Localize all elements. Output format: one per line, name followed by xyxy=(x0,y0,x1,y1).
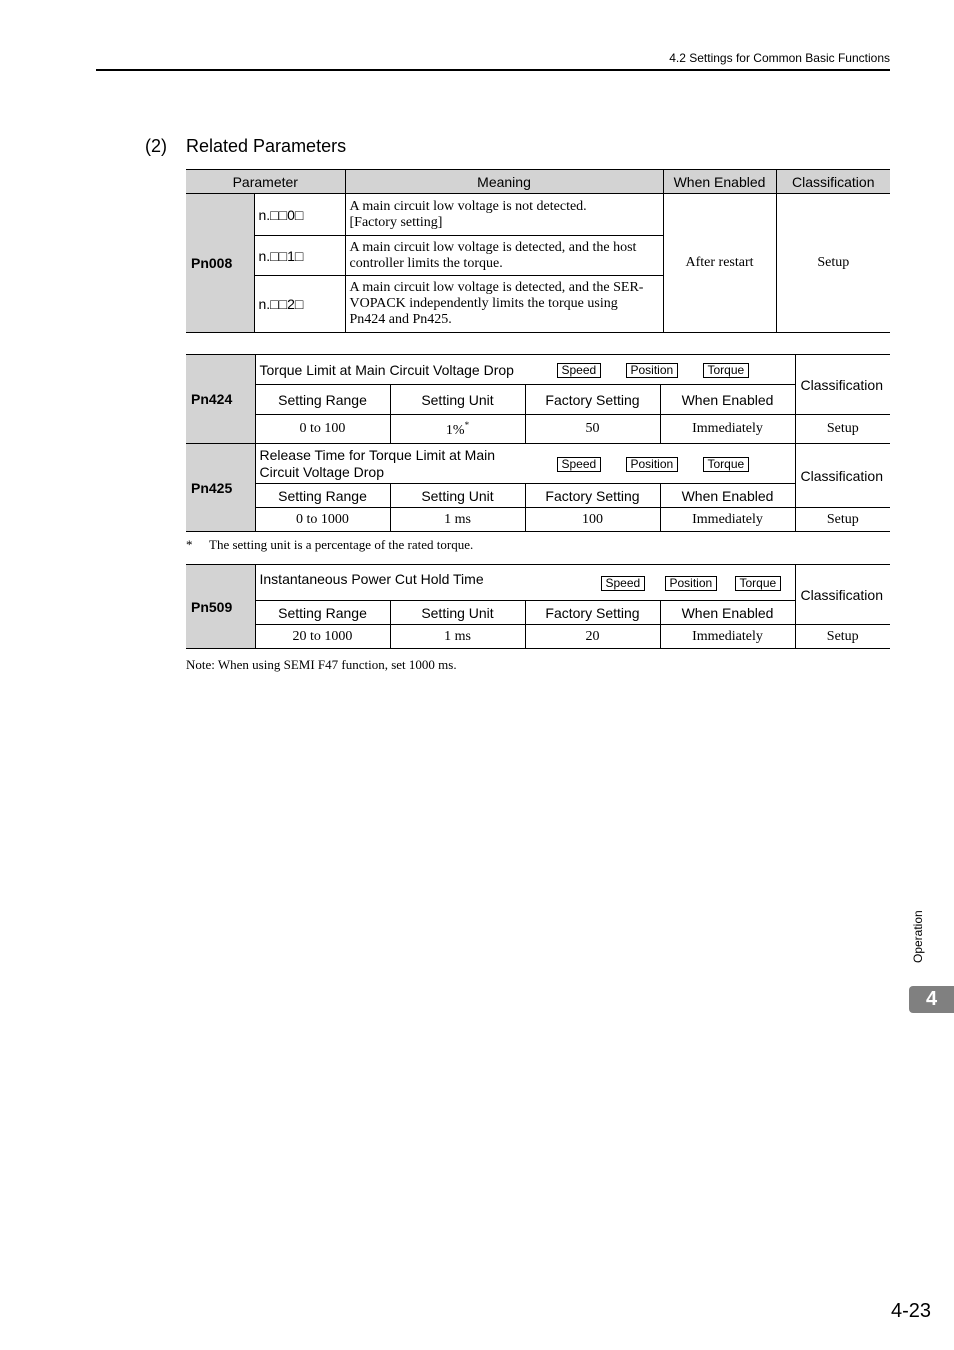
factory-setting-value: 100 xyxy=(525,508,660,532)
running-header: 4.2 Settings for Common Basic Functions xyxy=(669,51,890,65)
header-setting-range: Setting Range xyxy=(255,385,390,415)
pn509-table xyxy=(186,564,890,649)
table-header-row xyxy=(186,484,890,508)
footnote xyxy=(186,537,473,553)
parameter-name-cell xyxy=(255,355,795,385)
classification-value: Setup xyxy=(795,415,890,444)
header-classification: Classification xyxy=(776,170,890,194)
parameter-id: Pn424 xyxy=(186,355,255,444)
torque-tag: Torque xyxy=(703,363,750,378)
torque-tag: Torque xyxy=(735,576,782,591)
parameter-name: Circuit Voltage Drop xyxy=(259,463,385,480)
pn008-table xyxy=(186,169,890,333)
setting-unit-value: 1 ms xyxy=(390,625,525,649)
parameter-code: n.□□2□ xyxy=(254,276,345,333)
meaning-line: A main circuit low voltage is detected, and the host xyxy=(349,239,637,255)
header-setting-range: Setting Range xyxy=(255,601,390,625)
when-enabled-value: Immediately xyxy=(660,625,795,649)
setting-range-value: 0 to 100 xyxy=(255,415,390,444)
note-text: Note: When using SEMI F47 function, set 1000 ms. xyxy=(186,657,457,672)
setting-range-value: 0 to 1000 xyxy=(255,508,390,532)
meaning-line: A main circuit low voltage is not detected. xyxy=(349,198,587,214)
table-header-row xyxy=(186,601,890,625)
parameter-id: Pn425 xyxy=(186,444,255,532)
factory-setting-value: 20 xyxy=(525,625,660,649)
meaning-line: A main circuit low voltage is detected, and the SER- xyxy=(349,280,644,295)
header-meaning: Meaning xyxy=(345,170,663,194)
parameter-name: Instantaneous Power Cut Hold Time xyxy=(259,571,484,587)
classification-value: Setup xyxy=(795,508,890,532)
parameter-meaning xyxy=(345,194,663,236)
parameter-name: Release Time for Torque Limit at Main xyxy=(259,446,496,463)
table-header-row xyxy=(186,385,890,415)
header-parameter: Parameter xyxy=(186,170,345,194)
setting-unit-value xyxy=(390,415,525,444)
when-enabled-value: Immediately xyxy=(660,508,795,532)
header-factory-setting: Factory Setting xyxy=(525,601,660,625)
parameter-id: Pn008 xyxy=(186,194,254,333)
header-factory-setting: Factory Setting xyxy=(525,385,660,415)
parameter-name: Torque Limit at Main Circuit Voltage Drop xyxy=(259,361,514,378)
table-row xyxy=(186,625,890,649)
table-row xyxy=(186,508,890,532)
table-row xyxy=(186,444,890,484)
meaning-line: Pn424 and Pn425. xyxy=(349,312,452,327)
when-enabled-value: Immediately xyxy=(660,415,795,444)
page-number: 4-23 xyxy=(890,1300,931,1322)
classification-label: Classification xyxy=(795,355,890,415)
header-when-enabled: When Enabled xyxy=(660,385,795,415)
factory-setting-value: 50 xyxy=(525,415,660,444)
parameter-name-cell xyxy=(255,565,795,601)
header-when-enabled: When Enabled xyxy=(660,601,795,625)
when-enabled-value: After restart xyxy=(663,194,776,333)
table-row xyxy=(186,415,890,444)
parameter-code: n.□□0□ xyxy=(254,194,345,236)
header-rule xyxy=(96,69,890,71)
header-when-enabled: When Enabled xyxy=(663,170,776,194)
meaning-line: controller limits the torque. xyxy=(349,255,503,271)
table-row xyxy=(186,355,890,385)
parameter-name-cell xyxy=(255,444,795,484)
chapter-tab: 4 xyxy=(909,986,954,1013)
parameter-meaning xyxy=(345,276,663,333)
setting-range-value: 20 to 1000 xyxy=(255,625,390,649)
position-tag: Position xyxy=(626,363,679,378)
speed-tag: Speed xyxy=(601,576,646,591)
speed-tag: Speed xyxy=(557,457,602,472)
position-tag: Position xyxy=(665,576,718,591)
chapter-side-label: Operation xyxy=(911,910,925,963)
section-number: (2) xyxy=(145,136,167,156)
table-row xyxy=(186,194,890,236)
section-title: Related Parameters xyxy=(186,136,347,156)
header-setting-unit: Setting Unit xyxy=(390,601,525,625)
parameter-code: n.□□1□ xyxy=(254,236,345,276)
setting-unit-value: 1 ms xyxy=(390,508,525,532)
classification-label: Classification xyxy=(795,444,890,508)
classification-value: Setup xyxy=(795,625,890,649)
header-setting-unit: Setting Unit xyxy=(390,484,525,508)
meaning-line: VOPACK independently limits the torque using xyxy=(349,296,618,311)
unit-text: 1% xyxy=(445,422,465,438)
parameter-meaning xyxy=(345,236,663,276)
table-header-row xyxy=(186,170,890,194)
classification-label: Classification xyxy=(795,565,890,625)
footnote-marker: * xyxy=(186,537,193,552)
meaning-line: [Factory setting] xyxy=(349,214,443,230)
parameter-id: Pn509 xyxy=(186,565,255,649)
torque-tag: Torque xyxy=(703,457,750,472)
header-setting-range: Setting Range xyxy=(255,484,390,508)
classification-value: Setup xyxy=(776,194,890,333)
header-factory-setting: Factory Setting xyxy=(525,484,660,508)
header-setting-unit: Setting Unit xyxy=(390,385,525,415)
position-tag: Position xyxy=(626,457,679,472)
table-row xyxy=(186,565,890,601)
speed-tag: Speed xyxy=(557,363,602,378)
footnote-text: The setting unit is a percentage of the rated torque. xyxy=(209,537,474,552)
footnote-marker: * xyxy=(464,419,470,430)
section-heading xyxy=(145,136,346,157)
header-when-enabled: When Enabled xyxy=(660,484,795,508)
pn424-pn425-table xyxy=(186,354,890,532)
